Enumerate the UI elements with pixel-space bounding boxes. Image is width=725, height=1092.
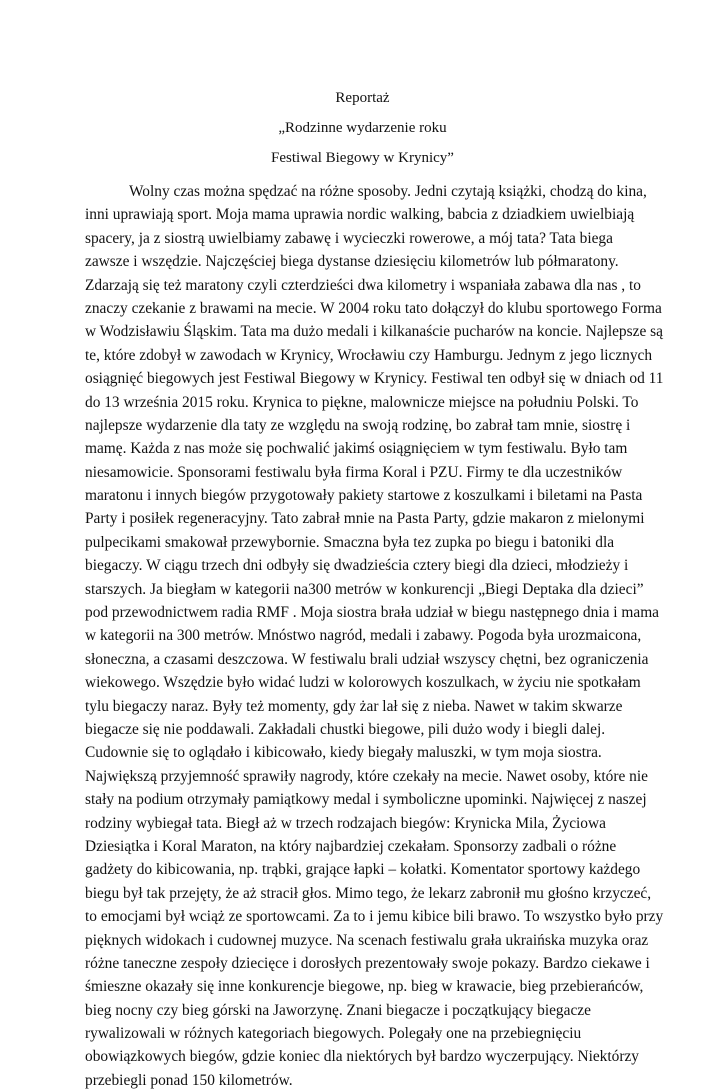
body-line: różne taneczne zespoły dziecięce i dorosłych prezentowały swoje pokazy. Bardzo ciekawe i (85, 954, 650, 972)
body-line: Największą przyjemność sprawiły nagrody, które czekały na mecie. Nawet osoby, które nie (85, 767, 648, 785)
body-line: Wolny czas można spędzać na różne sposoby. Jedni czytają książki, chodzą do kina, (129, 183, 647, 200)
body-line: stały na podium otrzymały pamiątkowy medal i symboliczne upominki. Najwięcej z naszej (85, 791, 647, 809)
body-line: obowiązkowych biegów, gdzie koniec dla niektórych był bardzo wyczerpujący. Niektórzy (85, 1048, 640, 1066)
document-label: Reportaż (335, 90, 390, 106)
body-line: w kategorii na 300 metrów. Mnóstwo nagród, medali i zabawy. Pogoda była urozmaicona, (85, 627, 642, 645)
body-line: pięknych widokach i cudownej muzyce. Na scenach festiwalu grała ukraińska muzyka oraz (85, 931, 649, 949)
body-line: rodziny wybiegał tata. Biegł aż w trzech rodzajach biegów: Krynicka Mila, Życiowa (85, 814, 606, 832)
body-line: tylu biegaczy naraz. Były też momenty, gdy żar lał się z nieba. Nawet w takim skwarze (85, 697, 623, 715)
title-line-1: „Rodzinne wydarzenie roku (278, 120, 447, 136)
body-line: zawsze i wszędzie. Najczęściej biega dystanse dziesięciu kilometrów lub półmaratony. (85, 253, 619, 271)
body-line: słoneczna, a czasami deszczowa. W festiwalu brali udział wszyscy chętni, bez ograniczenia (85, 650, 649, 668)
body-line: bieg nocny czy bieg górski na Jaworzynę. Znani biegacze i początkujący biegacze (85, 1001, 591, 1019)
body-line: znaczy czekanie z brawami na mecie. W 2004 roku tato dołączył do klubu sportowego Forma (85, 299, 662, 317)
body-line: Cudownie się to oglądało i kibicowało, kiedy biegały maluszki, w tym moja siostra. (85, 744, 602, 762)
body-line: do 13 września 2015 roku. Krynica to piękne, malownicze miejsce na południu Polski. To (85, 393, 639, 411)
body-line: to emocjami był wciąż ze sportowcami. Za to i jemu kibice bili brawo. To wszystko było przy (85, 908, 664, 926)
body-line: gadżety do kibicowania, np. trąbki, grające łapki – kołatki. Komentator sportowy każdego (85, 861, 641, 879)
body-line: biegu był tak przejęty, że aż stracił głos. Mimo tego, że lekarz zabronił mu głośno krzyczeć, (85, 884, 652, 902)
body-line: w Wodzisławiu Śląskim. Tata ma dużo medali i kilkanaście pucharów na koncie. Najlepsze są (85, 323, 663, 341)
body-line: pod przewodnictwem radia RMF . Moja siostra brała udział w biegu następnego dnia i mama (85, 604, 660, 622)
body-line: Party i posiłek regeneracyjny. Tato zabrał mnie na Pasta Party, gdzie makaron z mielonymi (85, 510, 645, 528)
body-line: śmieszne okazały się inne konkurencje biegowe, np. bieg w krawacie, bieg przebierańców, (85, 978, 644, 996)
body-line: biegaczy. W ciągu trzech dni odbyły się dwadzieścia cztery biegi dla dzieci, młodzieży i (85, 557, 629, 575)
body-line: wiekowego. Wszędzie było widać ludzi w kolorowych koszulkach, w życiu nie spotkałam (85, 674, 641, 692)
body-line: maratonu i innych biegów przygotowały pakiety startowe z koszulkami i biletami na Pasta (85, 487, 643, 505)
body-line: przebiegli ponad 150 kilometrów. (85, 1071, 293, 1089)
body-line: rywalizowali w różnych kategoriach biegowych. Polegały one na przebiegnięciu (85, 1025, 582, 1043)
body-line: najlepsze wydarzenie dla taty ze względu na swoją rodzinę, bo zabrał tam mnie, siostrę i (85, 416, 631, 434)
body-line: Dziesiątka i Koral Maraton, na który najbardziej czekałam. Sponsorzy zadbali o różne (85, 837, 617, 855)
body-line: Zdarzają się też maratony czyli czterdzieści dwa kilometry i wspaniała zabawa dla nas , to (85, 276, 641, 294)
body-line: osiągnięć biegowych jest Festiwal Biegowy w Krynicy. Festiwal ten odbył się w dniach od 11 (85, 370, 664, 388)
body-line: spacery, ja z siostrą uwielbiamy zabawę i wycieczki rowerowe, a mój tata? Tata biega (85, 229, 613, 247)
body-line: pulpecikami smakował przewybornie. Smaczna była tez zupka po biegu i batoniki dla (85, 533, 615, 551)
body-line: biegacze się nie poddawali. Zakładali chustki biegowe, pili dużo wody i biegli dalej. (85, 720, 606, 738)
body-line: mamę. Każda z nas może się pochwalić jakimś osiągnięciem w tym festiwalu. Było tam (85, 440, 628, 458)
body-line: starszych. Ja biegłam w kategorii na300 metrów w konkurencji „Biegi Deptaka dla dzieci” (85, 580, 644, 598)
body-line: niesamowicie. Sponsorami festiwalu była firma Koral i PZU. Firmy te dla uczestników (85, 463, 623, 481)
report-body (85, 180, 664, 1092)
body-line: te, które zdobył w zawodach w Krynicy, Wrocławiu czy Hamburgu. Jednym z jego licznych (85, 346, 653, 364)
title-line-2: Festiwal Biegowy w Krynicy” (271, 150, 454, 166)
body-line: inni uprawiają sport. Moja mama uprawia nordic walking, babcia z dziadkiem uwielbiają (85, 206, 635, 224)
